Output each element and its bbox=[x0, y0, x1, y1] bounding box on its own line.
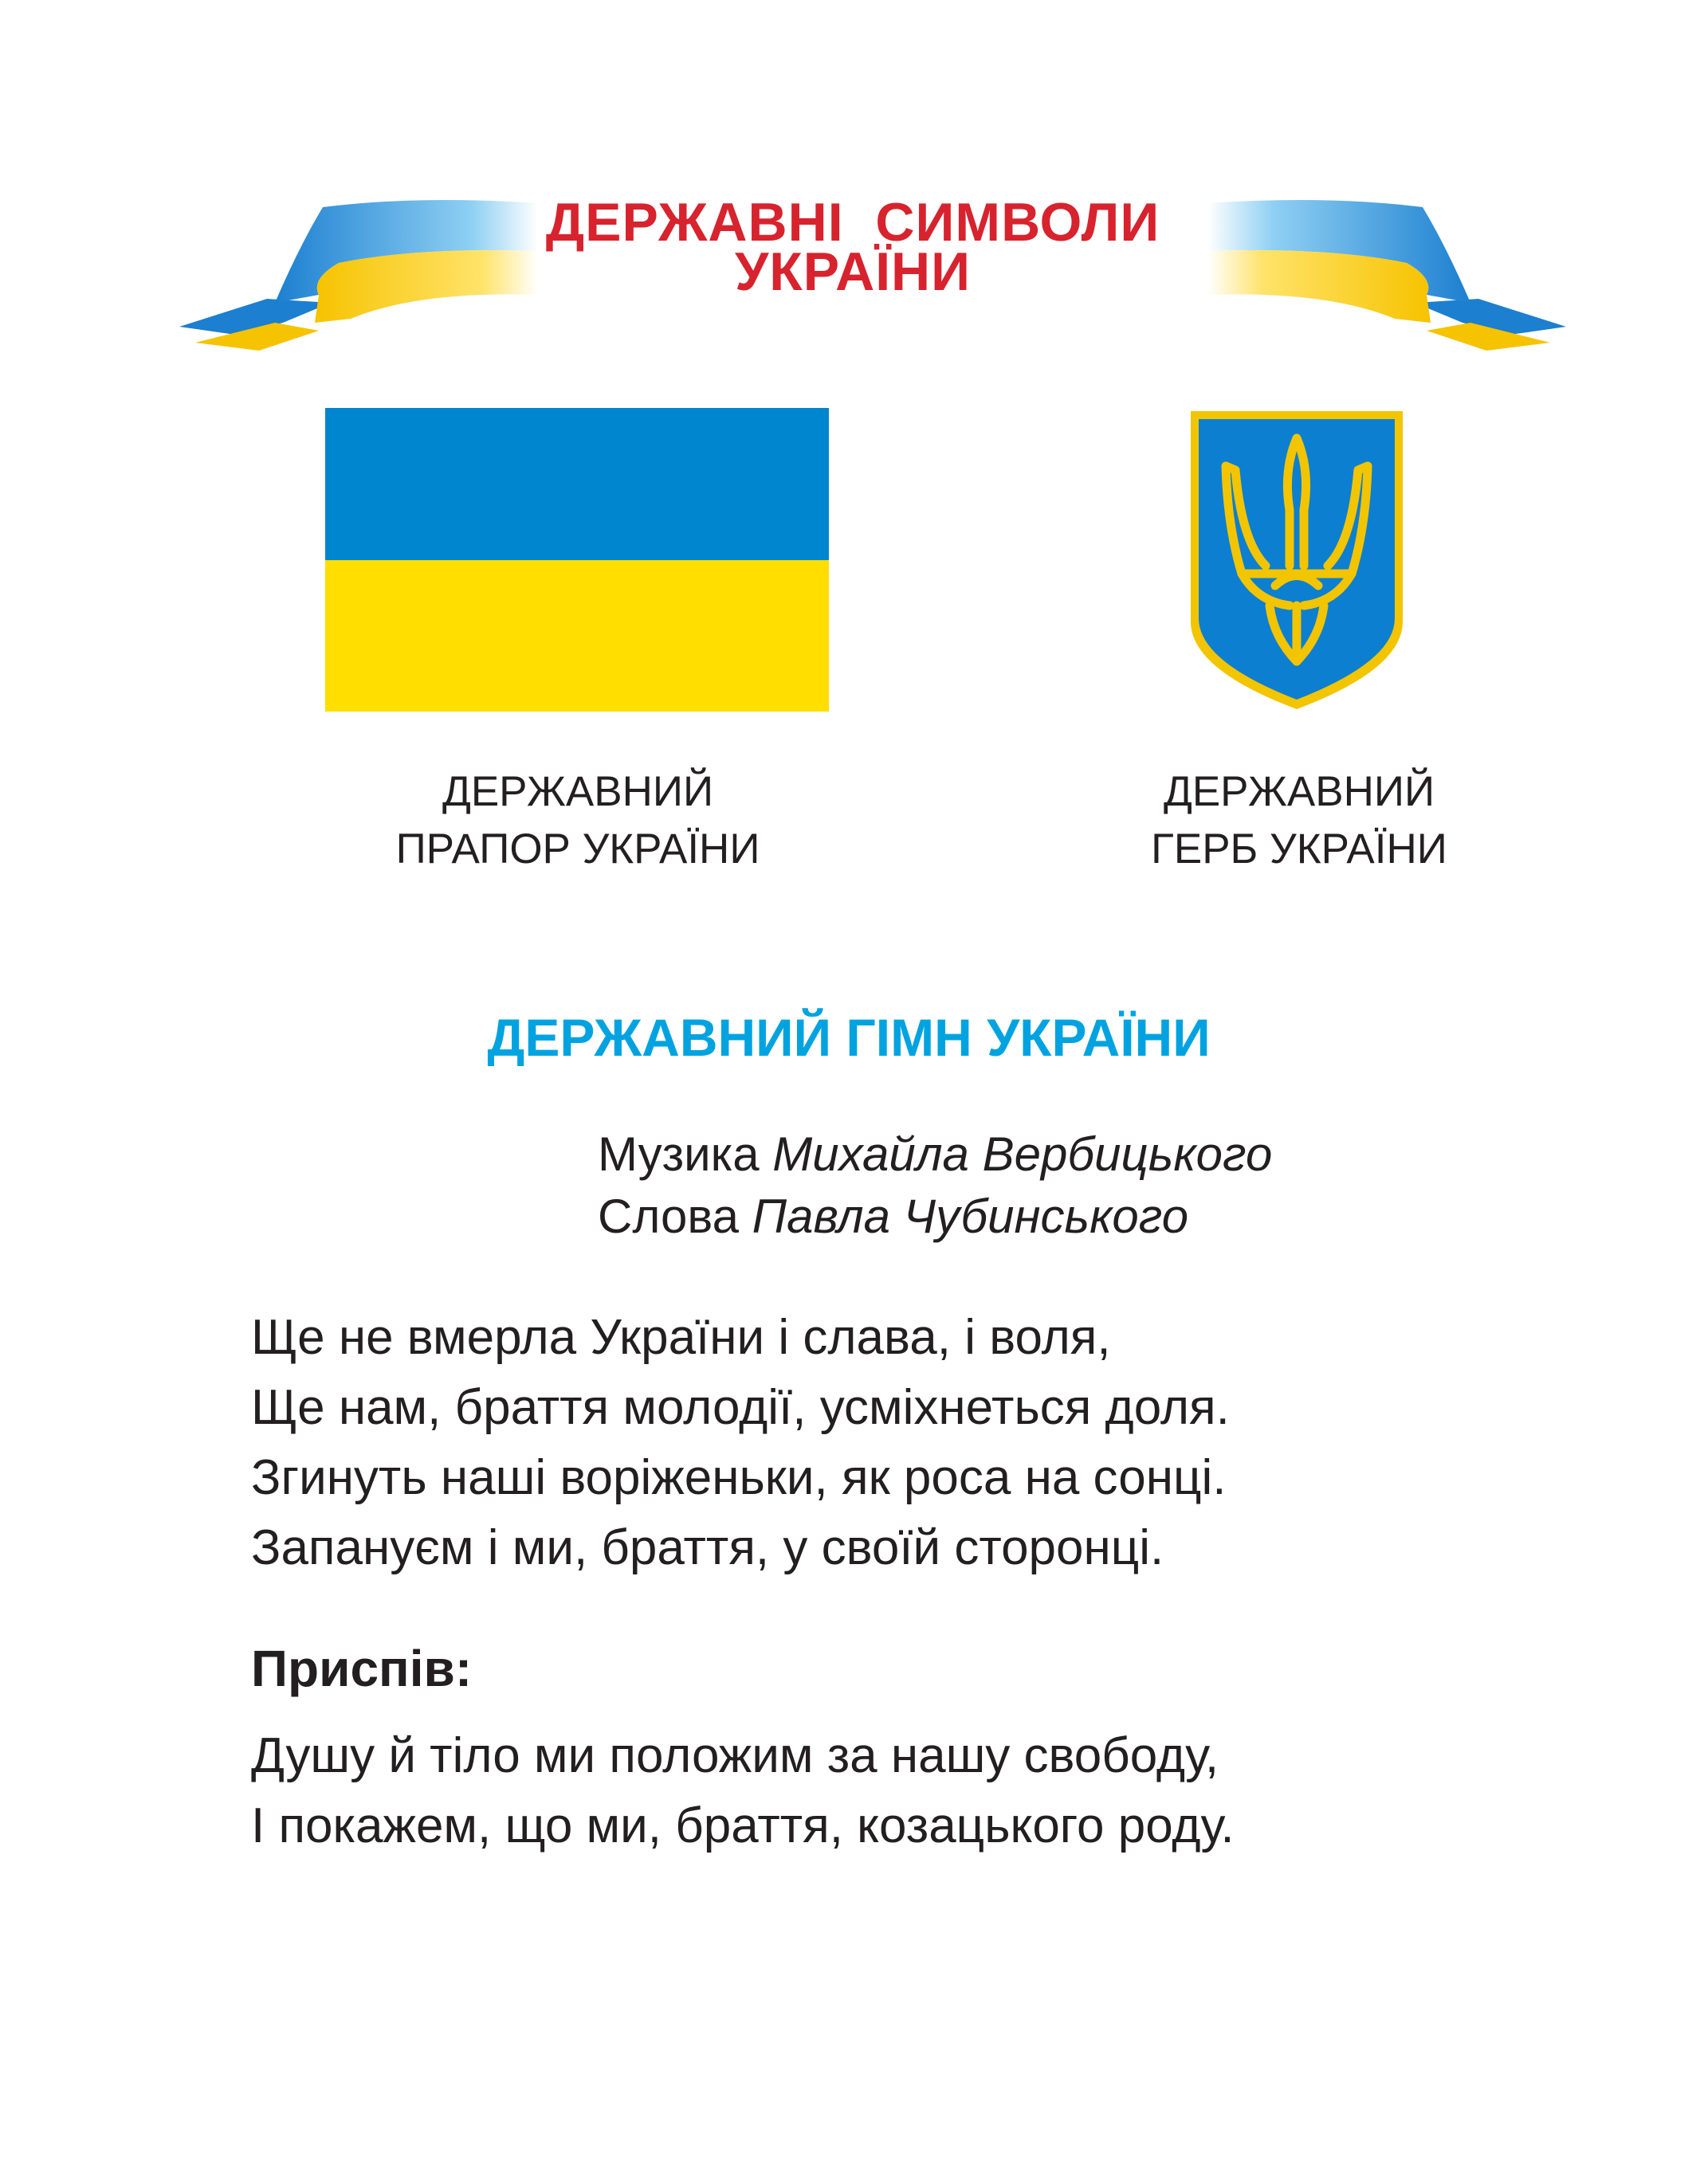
coat-caption bbox=[1060, 763, 1538, 878]
music-credit bbox=[598, 1123, 1272, 1186]
words-credit bbox=[598, 1186, 1188, 1248]
flag-caption-line1: ДЕРЖАВНИЙ bbox=[442, 768, 714, 815]
music-author: Михайла Вербицького bbox=[772, 1127, 1273, 1181]
music-label: Музика bbox=[598, 1127, 760, 1181]
flag-caption-line2: ПРАПОР УКРАЇНИ bbox=[395, 825, 760, 872]
page-title bbox=[478, 192, 1227, 302]
chorus-label: Приспів: bbox=[251, 1640, 473, 1697]
flag-blue-stripe bbox=[325, 408, 829, 560]
chorus-line: І покажем, що ми, браття, козацького роду. bbox=[251, 1798, 1235, 1853]
chorus-line: Душу й тіло ми положим за нашу свободу, bbox=[251, 1728, 1219, 1783]
verse-line: Згинуть наші воріженьки, як роса на сонці. bbox=[251, 1450, 1227, 1505]
page-title-line1: ДЕРЖАВНІ СИМВОЛИ bbox=[545, 192, 1160, 253]
flag-yellow-stripe bbox=[325, 560, 829, 712]
coat-caption-line2: ГЕРБ УКРАЇНИ bbox=[1151, 825, 1447, 872]
coat-of-arms-icon bbox=[1186, 406, 1408, 713]
words-label: Слова bbox=[598, 1190, 739, 1243]
flag-caption bbox=[303, 763, 853, 878]
anthem-title: ДЕРЖАВНИЙ ГІМН УКРАЇНИ bbox=[487, 1008, 1211, 1067]
verse-line: Запануєм і ми, браття, у своїй сторонці. bbox=[251, 1520, 1164, 1575]
words-author: Павла Чубинського bbox=[752, 1190, 1189, 1243]
coat-caption-line1: ДЕРЖАВНИЙ bbox=[1163, 768, 1435, 815]
page-title-line2: УКРАЇНИ bbox=[734, 241, 972, 302]
verse-line: Ще не вмерла України і слава, і воля, bbox=[251, 1310, 1111, 1365]
ukraine-flag bbox=[325, 408, 829, 712]
verse-line: Ще нам, браття молодії, усміхнеться доля. bbox=[251, 1380, 1230, 1435]
